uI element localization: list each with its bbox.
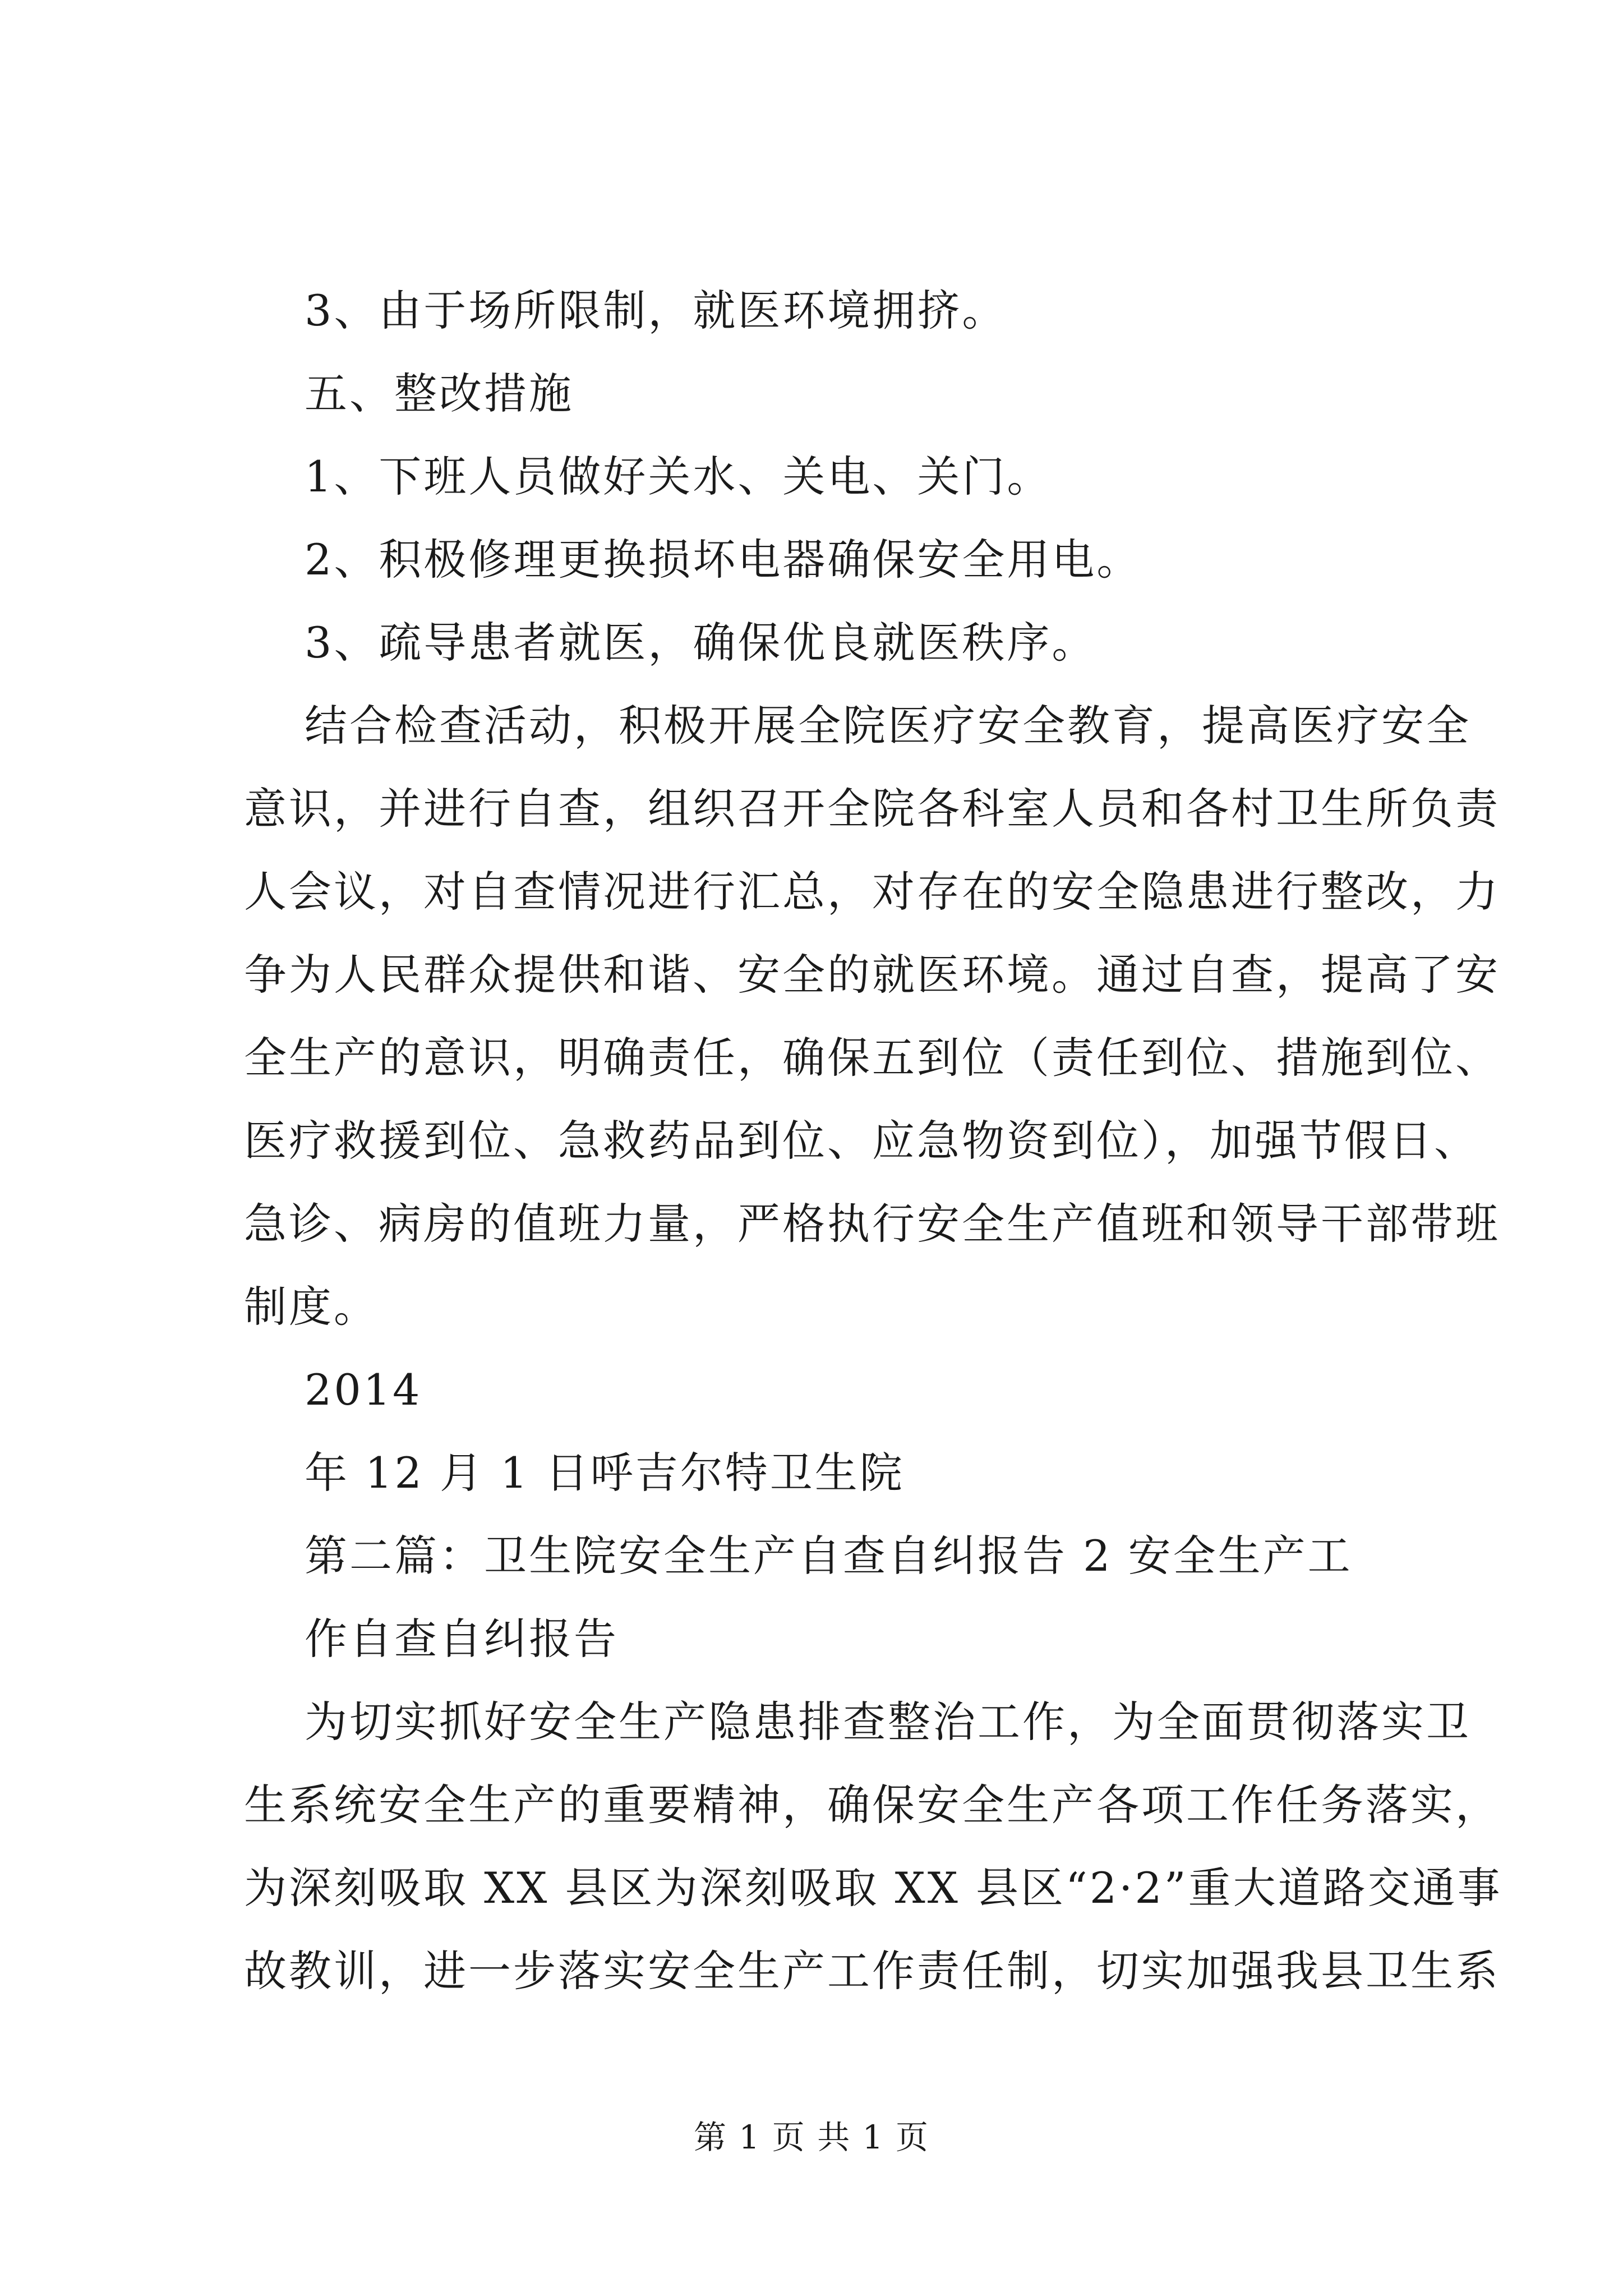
text-line: 3、疏导患者就医，确保优良就医秩序。 — [305, 618, 1097, 668]
text-line: 人会议，对自查情况进行汇总，对存在的安全隐患进行整改，力 — [244, 867, 1500, 917]
text-line: 生系统安全生产的重要精神，确保安全生产各项工作任务落实， — [244, 1780, 1500, 1830]
text-line: 故教训，进一步落实安全生产工作责任制，切实加强我县卫生系 — [244, 1946, 1500, 1996]
text-line: 为切实抓好安全生产隐患排查整治工作，为全面贯彻落实卫 — [305, 1697, 1471, 1747]
text-line: 结合检查活动，积极开展全院医疗安全教育，提高医疗安全 — [305, 701, 1471, 751]
chapter-title-continued: 作自查自纠报告 — [305, 1614, 619, 1664]
date-year: 2014 — [305, 1365, 422, 1415]
document-body — [244, 269, 1502, 2013]
text-line: 争为人民群众提供和谐、安全的就医环境。通过自查，提高了安 — [244, 950, 1500, 1000]
text-line: 2、积极修理更换损坏电器确保安全用电。 — [305, 535, 1142, 585]
chapter-title: 第二篇：卫生院安全生产自查自纠报告 2 安全生产工 — [305, 1531, 1353, 1581]
text-line: 制度。 — [244, 1282, 379, 1332]
text-line: 医疗救援到位、急救药品到位、应急物资到位），加强节假日、 — [244, 1116, 1479, 1166]
page-footer: 第 1 页 共 1 页 — [694, 2118, 929, 2156]
text-line: 1、下班人员做好关水、关电、关门。 — [305, 452, 1052, 501]
text-line: 急诊、病房的值班力量，严格执行安全生产值班和领导干部带班 — [244, 1199, 1500, 1249]
date-signature: 年 12 月 1 日呼吉尔特卫生院 — [305, 1448, 905, 1498]
text-line: 意识，并进行自查，组织召开全院各科室人员和各村卫生所负责 — [244, 784, 1500, 834]
section-heading: 五、整改措施 — [305, 369, 574, 418]
text-line: 3、由于场所限制，就医环境拥挤。 — [305, 286, 1007, 335]
text-line: 为深刻吸取 XX 县区为深刻吸取 XX 县区“2·2”重大道路交通事 — [244, 1863, 1502, 1913]
text-line: 全生产的意识，明确责任，确保五到位（责任到位、措施到位、 — [244, 1033, 1500, 1083]
